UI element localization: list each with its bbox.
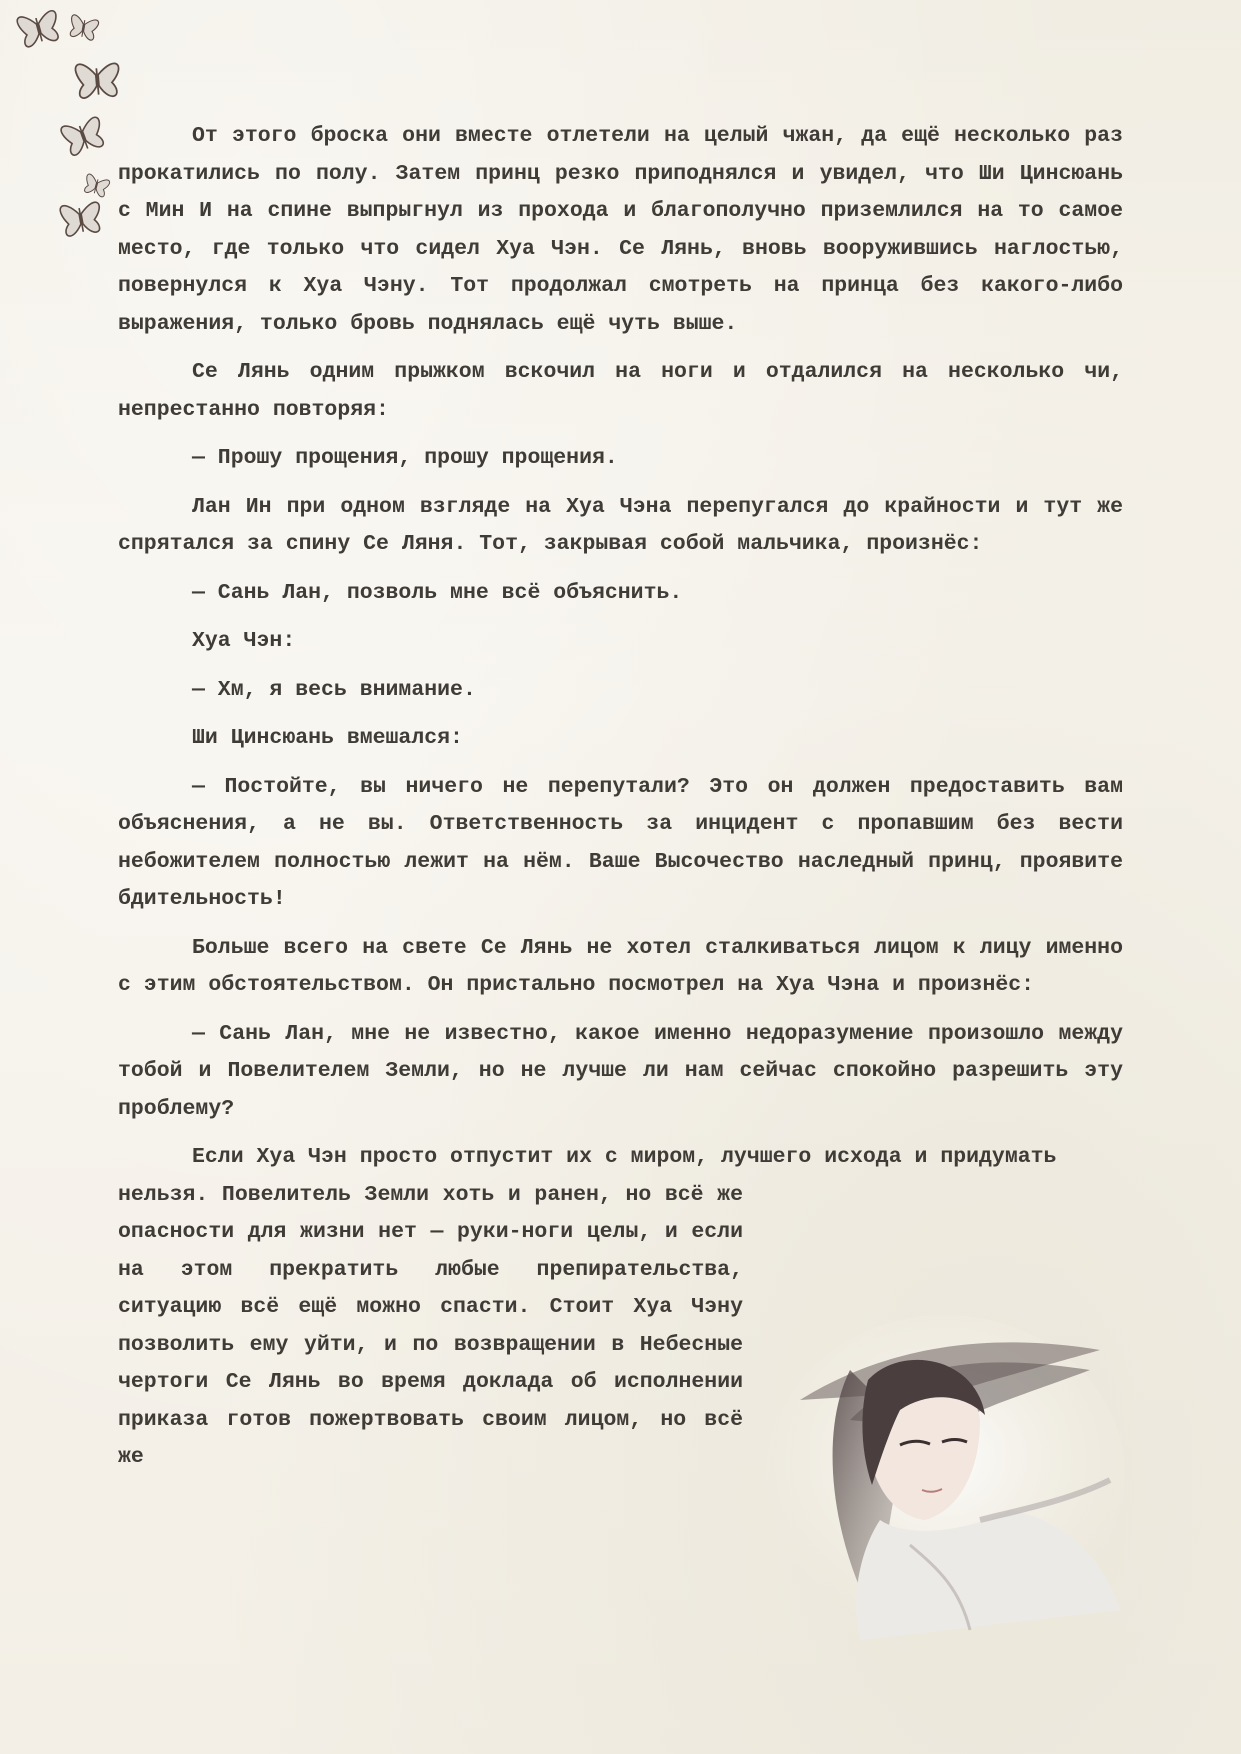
paragraph-1: От этого броска они вместе отлетели на целый чжан, да ещё несколько раз прокатились по полу. Затем принц резко приподнялся и увидел, что Ши Цинсюань с Мин И на спине выпрыгнул из прохода и благополучно приземлился на то самое место, где только что сидел Хуа Чэн. Се Лянь, вновь вооружившись наглостью, повернулся к Хуа Чэну. Тот продолжал смотреть на принца без какого-либо выражения, только бровь поднялась ещё чуть выше. [118, 124, 1123, 336]
paragraph-3: — Прошу прощения, прошу прощения. [192, 446, 618, 470]
paragraph-11: — Сань Лан, мне не известно, какое именно недоразумение произошло между тобой и Повелителем Земли, но не лучше ли нам сейчас спокойно разрешить эту проблему? [118, 1021, 1123, 1121]
paragraph-12-rest: нельзя. Повелитель Земли хоть и ранен, но всё же опасности для жизни нет — руки-ноги целы, и если на этом прекратить любые препирательства, ситуацию всё ещё можно спасти. Стоит Хуа Чэну позволить ему уйти, и по возвращении в Небесные чертоги Се Лянь во время доклада об исполнении приказа готов пожертвовать своим лицом, но всё же [118, 1182, 743, 1469]
butterfly-icon [0, 0, 130, 260]
paragraph-8: Ши Цинсюань вмешался: [192, 726, 463, 750]
story-text [118, 118, 1123, 1488]
paragraph-5: — Сань Лан, позволь мне всё объяснить. [192, 580, 683, 605]
paragraph-7: — Хм, я весь внимание. [192, 677, 476, 702]
paragraph-4: Лан Ин при одном взгляде на Хуа Чэна перепугался до крайности и тут же спрятался за спину Се Ляня. Тот, закрывая собой мальчика, произнёс: [118, 494, 1123, 556]
character-illustration-icon [760, 1310, 1130, 1640]
paragraph-10: Больше всего на свете Се Лянь не хотел сталкиваться лицом к лицу именно с этим обстоятельством. Он пристально посмотрел на Хуа Чэна и произнёс: [118, 935, 1123, 997]
paragraph-9: — Постойте, вы ничего не перепутали? Это он должен предоставить вам объяснения, а не вы. Ответственность за инцидент с пропавшим без вести небожителем полностью лежит на нём. Ваше Высочество наследный принц, проявите бдительность! [118, 774, 1123, 911]
paragraph-2: Се Лянь одним прыжком вскочил на ноги и отдалился на несколько чи, непрестанно повторяя: [118, 360, 1123, 422]
paragraph-12-first-line: Если Хуа Чэн просто отпустит их с миром, лучшего исхода и придумать [192, 1145, 1057, 1169]
paragraph-6: Хуа Чэн: [192, 629, 296, 653]
